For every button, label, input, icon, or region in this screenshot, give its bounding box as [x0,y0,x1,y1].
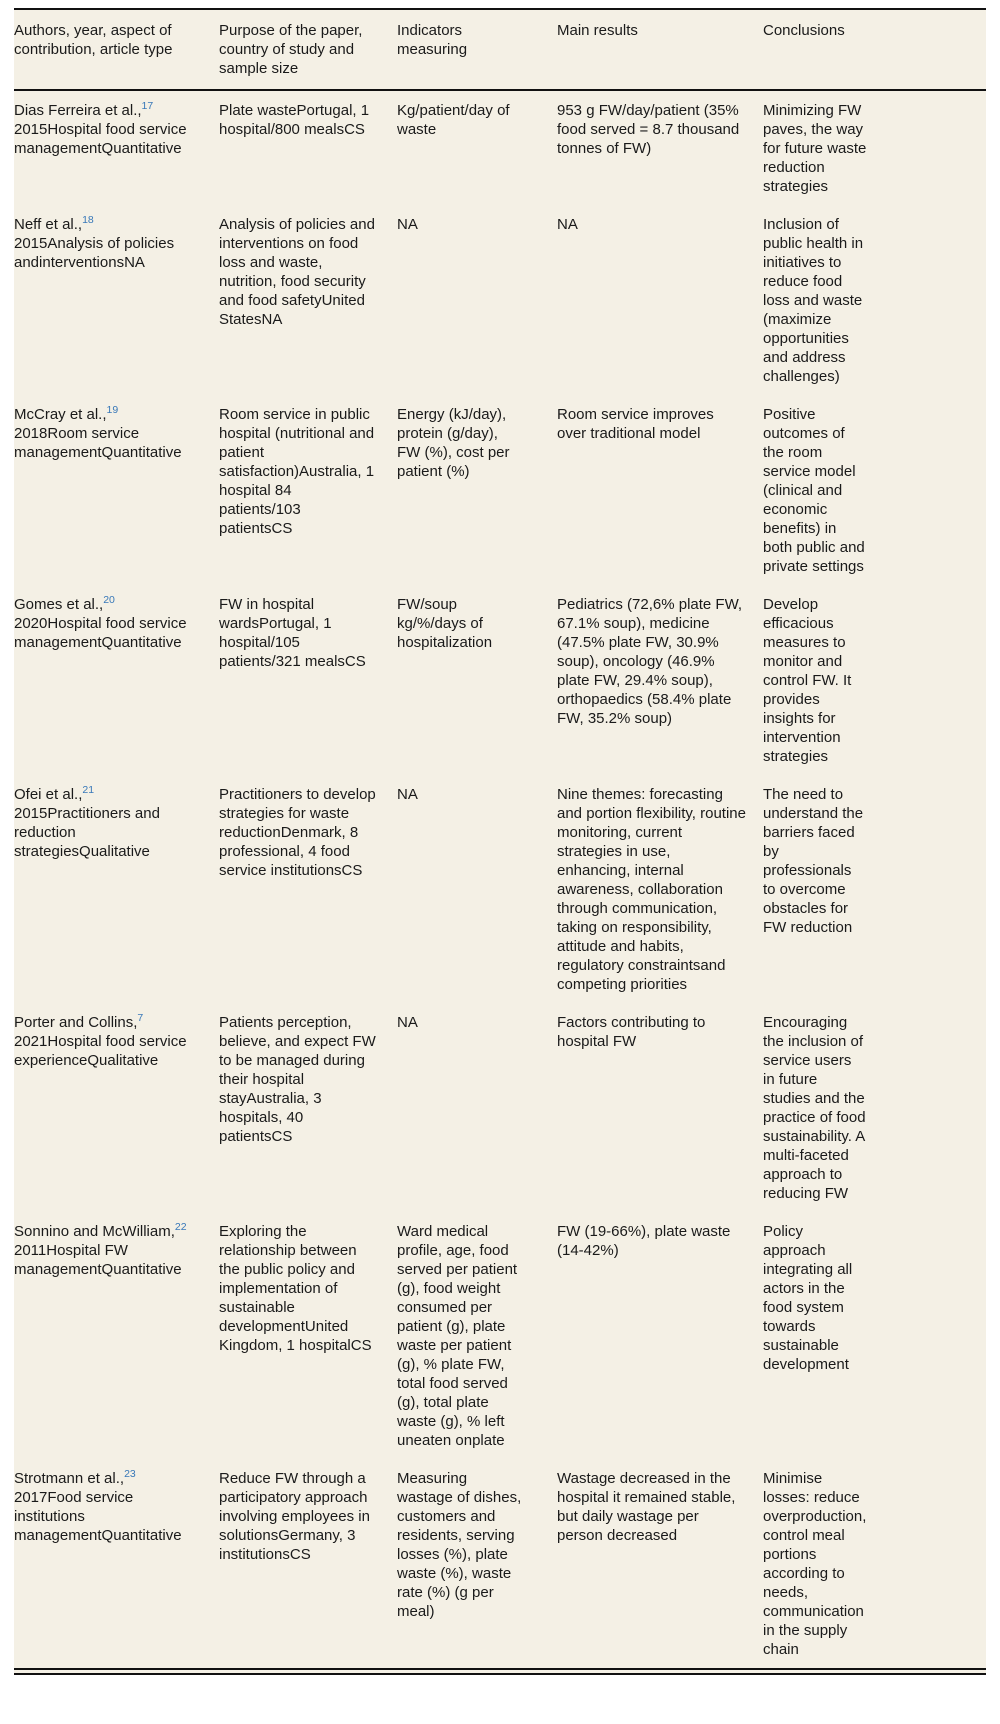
cell-purpose-text: Analysis of policies and interventions on food loss and waste, nutrition, food security and food safetyUnited StatesNA [219,216,375,328]
author-year-aspect-type: 2021Hospital food service experienceQualitative [14,1033,187,1069]
cell-authors-text [14,1222,194,1279]
cell-conclusions-text: Positive outcomes of the room service model (clinical and economic benefits) in both public and private settings [763,406,865,575]
cell-authors-text [14,101,194,158]
cell-indicators-text: Ward medical profile, age, food served per patient (g), food weight consumed per patient (g), plate waste per patient (g), % plate FW, total food served (g), total plate waste (g), % left uneaten onplate [397,1223,518,1449]
cell-conclusions-text: Develop efficacious measures to monitor and control FW. It provides insights for intervention strategies [763,596,852,765]
cell-purpose [219,90,397,205]
table-row [14,1212,986,1459]
cell-indicators-text: Energy (kJ/day), protein (g/day), FW (%), cost per patient (%) [397,406,510,480]
author-year-aspect-type: 2015Practitioners and reduction strategiesQualitative [14,805,160,860]
col-header-purpose-text: Purpose of the paper, country of study and sample size [219,22,363,77]
citation-link[interactable]: 19 [106,404,119,416]
cell-authors [14,1003,219,1212]
cell-conclusions [763,1459,986,1668]
cell-authors [14,775,219,1003]
cell-indicators [397,585,557,775]
cell-authors-text [14,785,194,861]
col-header-results [557,10,763,90]
cell-authors-text [14,595,194,652]
cell-results [557,1459,763,1668]
table-row [14,90,986,205]
col-header-authors [14,10,219,90]
cell-authors-text [14,405,194,462]
cell-indicators [397,90,557,205]
cell-purpose-text: Practitioners to develop strategies for waste reductionDenmark, 8 professional, 4 food service institutionsCS [219,786,376,879]
author-year-aspect-type: 2015Analysis of policies andinterventionsNA [14,235,175,271]
cell-authors [14,395,219,585]
review-table-container [14,8,986,1675]
cell-indicators-text: NA [397,1014,418,1031]
author-names: Neff et al., [14,216,83,233]
col-header-purpose [219,10,397,90]
cell-conclusions-text: Minimise losses: reduce overproduction, control meal portions according to needs, communication in the supply chain [763,1470,867,1658]
cell-conclusions [763,1212,986,1459]
cell-purpose [219,585,397,775]
col-header-results-text: Main results [557,22,638,39]
citation-link[interactable]: 17 [141,100,154,112]
cell-authors-text [14,215,194,272]
cell-purpose-text: Exploring the relationship between the public policy and implementation of sustainable developmentUnited Kingdom, 1 hospitalCS [219,1223,372,1354]
cell-purpose-text: Patients perception, believe, and expect FW to be managed during their hospital stayAustralia, 3 hospitals, 40 patientsCS [219,1014,376,1145]
cell-conclusions-text: The need to understand the barriers faced by professionals to overcome obstacles for FW reduction [763,786,864,936]
cell-results [557,585,763,775]
cell-results-text: Room service improves over traditional model [557,406,714,442]
citation-link[interactable]: 22 [174,1221,187,1233]
citation-link[interactable]: 20 [103,594,115,606]
cell-authors [14,1459,219,1668]
citation-link[interactable]: 21 [82,784,95,796]
cell-conclusions-text: Encouraging the inclusion of service users in future studies and the practice of food sustainability. A multi-faceted approach to reducing FW [763,1014,866,1202]
cell-results-text: FW (19-66%), plate waste (14-42%) [557,1223,731,1259]
cell-results [557,90,763,205]
cell-conclusions [763,205,986,395]
table-row [14,1003,986,1212]
table-row [14,585,986,775]
cell-conclusions-text: Minimizing FW paves, the way for future waste reduction strategies [763,102,867,195]
cell-conclusions [763,585,986,775]
author-names: McCray et al., [14,406,107,423]
cell-purpose [219,1459,397,1668]
author-names: Dias Ferreira et al., [14,102,142,119]
cell-conclusions [763,775,986,1003]
cell-purpose [219,205,397,395]
cell-results-text: Wastage decreased in the hospital it remained stable, but daily wastage per person decreased [557,1470,736,1544]
cell-results-text: NA [557,216,578,233]
cell-results [557,775,763,1003]
cell-results [557,205,763,395]
cell-conclusions-text: Policy approach integrating all actors in the food system towards sustainable development [763,1223,853,1373]
literature-review-table [14,10,986,1668]
cell-authors-text [14,1469,194,1545]
cell-purpose-text: Plate wastePortugal, 1 hospital/800 mealsCS [219,102,370,138]
cell-results-text: Pediatrics (72,6% plate FW, 67.1% soup), medicine (47.5% plate FW, 30.9% soup), oncology (46.9% plate FW, 29.4% soup), orthopaedics (58.4% plate FW, 35.2% soup) [557,596,743,727]
cell-indicators-text: NA [397,216,418,233]
author-year-aspect-type: 2020Hospital food service managementQuantitative [14,615,187,651]
cell-purpose [219,775,397,1003]
col-header-indicators [397,10,557,90]
table-row [14,395,986,585]
cell-conclusions [763,395,986,585]
cell-authors [14,585,219,775]
cell-indicators-text: Kg/patient/day of waste [397,102,510,138]
cell-purpose [219,1003,397,1212]
cell-results-text: Nine themes: forecasting and portion flexibility, routine monitoring, current strategies in use, enhancing, internal awareness, collaboration through communication, taking on responsibility, attitude and habits, regulatory constraintsand competing priorities [557,786,746,993]
cell-results-text: Factors contributing to hospital FW [557,1014,706,1050]
col-header-indicators-text: Indicators measuring [397,22,468,58]
author-year-aspect-type: 2017Food service institutions managementQuantitative [14,1489,182,1544]
col-header-conclusions-text: Conclusions [763,22,845,39]
citation-link[interactable]: 23 [124,1468,136,1480]
author-year-aspect-type: 2011Hospital FW managementQuantitative [14,1242,182,1278]
cell-purpose-text: Reduce FW through a participatory approach involving employees in solutionsGermany, 3 institutionsCS [219,1470,370,1563]
cell-indicators [397,1003,557,1212]
cell-indicators [397,775,557,1003]
table-body [14,90,986,1668]
cell-results [557,1212,763,1459]
cell-authors [14,205,219,395]
col-header-authors-text: Authors, year, aspect of contribution, article type [14,22,173,58]
col-header-conclusions [763,10,986,90]
cell-results-text: 953 g FW/day/patient (35% food served = 8.7 thousand tonnes of FW) [557,102,740,157]
cell-indicators-text: NA [397,786,418,803]
table-row [14,205,986,395]
cell-purpose [219,395,397,585]
citation-link[interactable]: 18 [82,214,94,226]
cell-results [557,395,763,585]
cell-authors-text [14,1013,194,1070]
author-year-aspect-type: 2018Room service managementQuantitative [14,425,182,461]
table-row [14,1459,986,1668]
author-year-aspect-type: 2015Hospital food service managementQuantitative [14,121,187,157]
author-names: Porter and Collins, [14,1014,138,1031]
author-names: Strotmann et al., [14,1470,125,1487]
cell-results [557,1003,763,1212]
cell-purpose-text: Room service in public hospital (nutritional and patient satisfaction)Australia, 1 hospital 84 patients/103 patientsCS [219,406,375,537]
cell-indicators [397,1212,557,1459]
table-row [14,775,986,1003]
cell-purpose [219,1212,397,1459]
author-names: Sonnino and McWilliam, [14,1223,175,1240]
cell-conclusions [763,1003,986,1212]
cell-indicators [397,395,557,585]
table-header-row [14,10,986,90]
author-names: Gomes et al., [14,596,104,613]
cell-authors [14,90,219,205]
cell-conclusions [763,90,986,205]
cell-conclusions-text: Inclusion of public health in initiatives to reduce food loss and waste (maximize opportunities and address challenges) [763,216,864,385]
cell-indicators [397,1459,557,1668]
cell-purpose-text: FW in hospital wardsPortugal, 1 hospital/105 patients/321 mealsCS [219,596,366,670]
cell-indicators-text: FW/soup kg/%/days of hospitalization [397,596,493,651]
cell-authors [14,1212,219,1459]
cell-indicators-text: Measuring wastage of dishes, customers and residents, serving losses (%), plate waste (%), waste rate (%) (g per meal) [397,1470,522,1620]
citation-link[interactable]: 7 [137,1012,144,1024]
cell-indicators [397,205,557,395]
author-names: Ofei et al., [14,786,83,803]
